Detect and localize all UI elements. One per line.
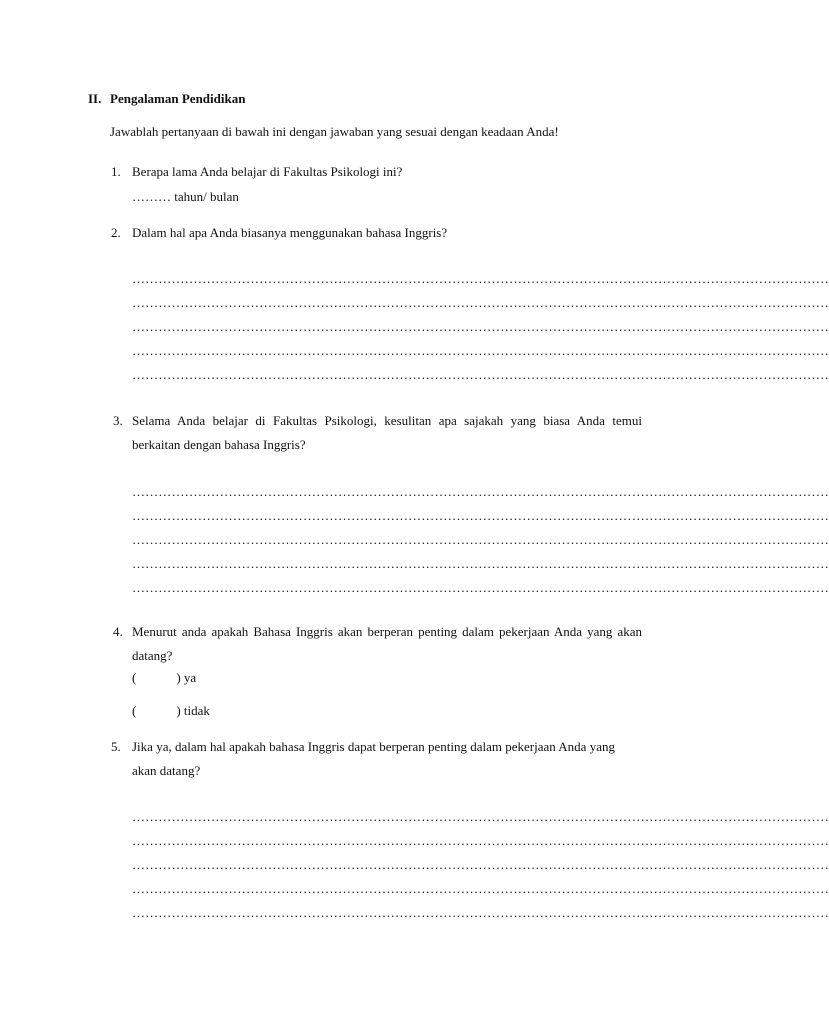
question-2-answer-line[interactable]: …………………………………………………………………………………………………………………………………………… [132,319,829,334]
option-tidak-label: ) tidak [176,703,210,718]
question-3-text-line-2: berkaitan dengan bahasa Inggris? [132,437,306,452]
question-4-text-line-2: datang? [132,648,173,663]
question-3-answer-line[interactable]: …………………………………………………………………………………………………………………………………………… [132,508,829,523]
question-5-text-line-2: akan datang? [132,763,201,778]
option-tidak[interactable] [132,703,210,719]
question-5-text-line-1: Jika ya, dalam hal apakah bahasa Inggris dapat berperan penting dalam pekerjaan Anda yang [132,739,615,754]
question-4-text-line-1: Menurut anda apakah Bahasa Inggris akan berperan penting dalam pekerjaan Anda yang akan [132,624,642,639]
question-3-answer-line[interactable]: …………………………………………………………………………………………………………………………………………… [132,556,829,571]
section-instruction: Jawablah pertanyaan di bawah ini dengan jawaban yang sesuai dengan keadaan Anda! [110,124,559,139]
question-5-number: 5. [111,739,121,754]
option-ya[interactable] [132,670,196,686]
question-5-answer-line[interactable]: …………………………………………………………………………………………………………………………………………… [132,905,829,920]
question-2-number: 2. [111,225,121,240]
question-3-number: 3. [113,413,123,428]
option-ya-label: ) ya [176,670,197,685]
question-1-text: Berapa lama Anda belajar di Fakultas Psikologi ini? [132,164,403,179]
question-2-text: Dalam hal apa Anda biasanya menggunakan bahasa Inggris? [132,225,448,240]
question-5-answer-line[interactable]: …………………………………………………………………………………………………………………………………………… [132,809,829,824]
question-3-answer-line[interactable]: …………………………………………………………………………………………………………………………………………… [132,484,829,499]
question-5-answer-line[interactable]: …………………………………………………………………………………………………………………………………………… [132,881,829,896]
question-4-number: 4. [113,624,123,639]
question-1-answer-field[interactable]: ……… tahun/ bulan [132,189,239,204]
option-ya-open-paren: ( [132,670,137,685]
option-tidak-open-paren: ( [132,703,137,718]
question-3-answer-line[interactable]: …………………………………………………………………………………………………………………………………………… [132,532,829,547]
question-2-answer-line[interactable]: …………………………………………………………………………………………………………………………………………… [132,343,829,358]
question-2-answer-line[interactable]: …………………………………………………………………………………………………………………………………………… [132,367,829,382]
question-3-text-line-1: Selama Anda belajar di Fakultas Psikologi, kesulitan apa sajakah yang biasa Anda temui [132,413,642,428]
section-number: II. [88,91,102,106]
question-2-answer-line[interactable]: …………………………………………………………………………………………………………………………………………… [132,295,829,310]
question-2-answer-line[interactable]: …………………………………………………………………………………………………………………………………………… [132,271,829,286]
question-5-answer-line[interactable]: …………………………………………………………………………………………………………………………………………… [132,833,829,848]
section-title: Pengalaman Pendidikan [110,91,246,106]
question-3-answer-line[interactable]: …………………………………………………………………………………………………………………………………………… [132,580,829,595]
question-5-answer-line[interactable]: …………………………………………………………………………………………………………………………………………… [132,857,829,872]
question-1-number: 1. [111,164,121,179]
